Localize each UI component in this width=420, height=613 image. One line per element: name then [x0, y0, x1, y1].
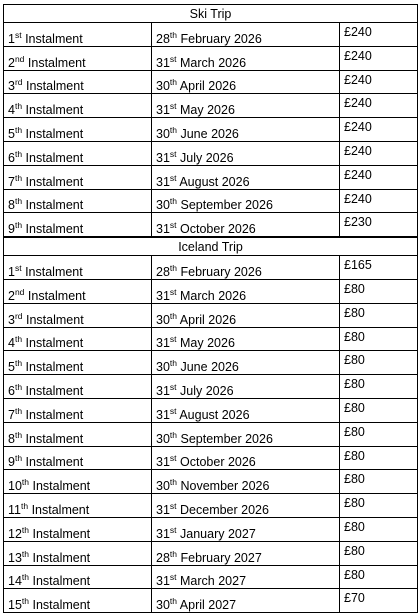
- ordinal-suffix: th: [14, 196, 23, 207]
- instalment-word: Instalment: [25, 455, 84, 470]
- instalment-number: 2: [8, 288, 15, 303]
- day-ordinal-suffix: st: [169, 381, 177, 392]
- table-row: [4, 23, 418, 47]
- instalment-number: 2: [8, 55, 15, 70]
- due-month-year: April 2026: [179, 79, 237, 94]
- due-month-year: May 2026: [180, 336, 235, 351]
- schedule-body: [4, 5, 418, 613]
- due-day: 31: [156, 336, 170, 351]
- due-date-cell: [152, 494, 340, 518]
- instalment-word: Instalment: [25, 103, 84, 118]
- amount-cell: £240: [340, 94, 418, 118]
- due-month-year: February 2026: [180, 264, 262, 279]
- due-day: 31: [156, 407, 170, 422]
- instalment-number: 5: [8, 360, 15, 375]
- instalment-number: 5: [8, 126, 15, 141]
- instalment-cell: [4, 589, 152, 613]
- day-ordinal-suffix: st: [169, 500, 177, 511]
- instalment-number: 1: [8, 264, 15, 279]
- table-row: [4, 303, 418, 327]
- due-date-cell: [152, 422, 340, 446]
- ordinal-suffix: th: [21, 524, 29, 535]
- amount-cell: £240: [340, 46, 418, 70]
- due-day: 30: [156, 198, 170, 213]
- amount-cell: £165: [340, 256, 418, 280]
- instalment-number: 3: [8, 79, 15, 94]
- table-row: [4, 470, 418, 494]
- instalment-cell: [4, 94, 152, 118]
- due-month-year: February 2026: [180, 31, 262, 46]
- instalment-cell: [4, 23, 152, 47]
- ordinal-suffix: th: [14, 172, 23, 183]
- due-month-year: July 2026: [180, 383, 234, 398]
- instalment-cell: [4, 517, 152, 541]
- amount-cell: £240: [340, 118, 418, 142]
- day-ordinal-suffix: st: [169, 334, 177, 345]
- due-day: 31: [156, 574, 170, 589]
- due-day: 31: [156, 103, 170, 118]
- ordinal-suffix: rd: [14, 77, 23, 88]
- amount-cell: £70: [340, 589, 418, 613]
- amount-cell: £240: [340, 165, 418, 189]
- day-ordinal-suffix: th: [169, 429, 177, 440]
- instalment-cell: [4, 398, 152, 422]
- due-date-cell: [152, 398, 340, 422]
- amount-cell: £240: [340, 70, 418, 94]
- due-date-cell: [152, 165, 340, 189]
- day-ordinal-suffix: st: [169, 572, 177, 583]
- instalment-number: 11: [8, 502, 21, 517]
- instalment-cell: [4, 46, 152, 70]
- ordinal-suffix: rd: [14, 310, 23, 321]
- amount-cell: £80: [340, 565, 418, 589]
- table-row: [4, 375, 418, 399]
- day-ordinal-suffix: th: [169, 29, 177, 40]
- instalment-word: Instalment: [25, 336, 84, 351]
- instalment-number: 15: [8, 598, 22, 613]
- table-row: [4, 541, 418, 565]
- ordinal-suffix: th: [14, 101, 23, 112]
- due-day: 31: [156, 455, 170, 470]
- instalment-number: 10: [8, 479, 22, 494]
- instalment-number: 1: [8, 31, 15, 46]
- section-title: Iceland Trip: [4, 237, 418, 256]
- amount-cell: £80: [340, 279, 418, 303]
- instalment-word: Instalment: [26, 312, 84, 327]
- ordinal-suffix: th: [14, 124, 23, 135]
- day-ordinal-suffix: st: [169, 286, 177, 297]
- instalment-word: Instalment: [32, 574, 91, 589]
- table-row: [4, 46, 418, 70]
- day-ordinal-suffix: th: [169, 262, 177, 273]
- due-day: 30: [156, 360, 170, 375]
- due-month-year: March 2026: [180, 288, 247, 303]
- due-day: 31: [156, 222, 170, 237]
- day-ordinal-suffix: th: [169, 310, 177, 321]
- due-day: 28: [156, 31, 170, 46]
- due-date-cell: [152, 470, 340, 494]
- instalment-number: 12: [8, 526, 22, 541]
- instalment-number: 8: [8, 431, 15, 446]
- due-date-cell: [152, 351, 340, 375]
- ordinal-suffix: th: [14, 334, 23, 345]
- amount-cell: £80: [340, 327, 418, 351]
- instalment-number: 8: [8, 198, 15, 213]
- ordinal-suffix: th: [14, 381, 23, 392]
- due-month-year: November 2026: [180, 479, 270, 494]
- due-date-cell: [152, 23, 340, 47]
- instalment-cell: [4, 327, 152, 351]
- instalment-number: 7: [8, 174, 15, 189]
- instalment-number: 4: [8, 103, 15, 118]
- instalment-cell: [4, 165, 152, 189]
- instalment-word: Instalment: [25, 383, 84, 398]
- due-month-year: June 2026: [180, 360, 239, 375]
- day-ordinal-suffix: st: [169, 220, 177, 231]
- instalment-cell: [4, 70, 152, 94]
- instalment-word: Instalment: [32, 550, 91, 565]
- day-ordinal-suffix: th: [169, 358, 177, 369]
- due-date-cell: [152, 375, 340, 399]
- day-ordinal-suffix: st: [169, 453, 177, 464]
- instalment-number: 3: [8, 312, 15, 327]
- due-day: 28: [156, 264, 170, 279]
- amount-cell: £80: [340, 422, 418, 446]
- table-row: [4, 279, 418, 303]
- due-date-cell: [152, 70, 340, 94]
- due-date-cell: [152, 213, 340, 237]
- table-row: [4, 446, 418, 470]
- ordinal-suffix: th: [14, 453, 23, 464]
- day-ordinal-suffix: st: [169, 53, 177, 64]
- instalment-word: Instalment: [32, 598, 91, 613]
- table-row: [4, 494, 418, 518]
- amount-cell: £240: [340, 23, 418, 47]
- table-row: [4, 517, 418, 541]
- due-day: 31: [156, 383, 170, 398]
- instalment-word: Instalment: [25, 264, 83, 279]
- due-day: 31: [156, 502, 170, 517]
- due-day: 30: [156, 126, 170, 141]
- day-ordinal-suffix: th: [169, 477, 177, 488]
- due-day: 30: [156, 598, 170, 613]
- due-date-cell: [152, 589, 340, 613]
- day-ordinal-suffix: st: [169, 405, 177, 416]
- section-title: Ski Trip: [4, 5, 418, 23]
- due-month-year: July 2026: [180, 150, 234, 165]
- instalment-number: 4: [8, 336, 15, 351]
- table-row: [4, 165, 418, 189]
- instalment-cell: [4, 494, 152, 518]
- instalment-word: Instalment: [25, 174, 84, 189]
- section-header-row: [4, 237, 418, 256]
- instalment-word: Instalment: [27, 55, 86, 70]
- ordinal-suffix: st: [14, 262, 22, 273]
- instalment-schedule-table: [3, 4, 418, 613]
- instalment-word: Instalment: [25, 150, 84, 165]
- amount-cell: £240: [340, 189, 418, 213]
- ordinal-suffix: th: [14, 220, 23, 231]
- instalment-cell: [4, 446, 152, 470]
- due-day: 31: [156, 526, 170, 541]
- due-month-year: June 2026: [180, 126, 239, 141]
- amount-cell: £80: [340, 398, 418, 422]
- instalment-word: Instalment: [31, 502, 90, 517]
- instalment-word: Instalment: [25, 360, 84, 375]
- day-ordinal-suffix: st: [169, 172, 177, 183]
- amount-cell: £80: [340, 494, 418, 518]
- instalment-cell: [4, 422, 152, 446]
- amount-cell: £80: [340, 446, 418, 470]
- instalment-cell: [4, 470, 152, 494]
- table-row: [4, 351, 418, 375]
- due-date-cell: [152, 141, 340, 165]
- due-month-year: October 2026: [180, 455, 256, 470]
- due-day: 30: [156, 312, 170, 327]
- instalment-word: Instalment: [25, 31, 83, 46]
- table-row: [4, 118, 418, 142]
- instalment-cell: [4, 351, 152, 375]
- instalment-cell: [4, 541, 152, 565]
- instalment-cell: [4, 213, 152, 237]
- table-row: [4, 141, 418, 165]
- ordinal-suffix: th: [14, 405, 23, 416]
- ordinal-suffix: nd: [14, 286, 25, 297]
- instalment-word: Instalment: [32, 479, 91, 494]
- instalment-cell: [4, 279, 152, 303]
- table-row: [4, 256, 418, 280]
- instalment-cell: [4, 375, 152, 399]
- instalment-cell: [4, 189, 152, 213]
- due-month-year: August 2026: [179, 407, 250, 422]
- amount-cell: £80: [340, 351, 418, 375]
- ordinal-suffix: th: [21, 477, 29, 488]
- due-month-year: August 2026: [179, 174, 250, 189]
- due-month-year: May 2026: [180, 103, 235, 118]
- table-row: [4, 70, 418, 94]
- table-row: [4, 213, 418, 237]
- due-day: 31: [156, 288, 170, 303]
- due-date-cell: [152, 94, 340, 118]
- due-date-cell: [152, 189, 340, 213]
- due-month-year: March 2026: [180, 55, 247, 70]
- instalment-cell: [4, 141, 152, 165]
- due-date-cell: [152, 327, 340, 351]
- instalment-cell: [4, 118, 152, 142]
- day-ordinal-suffix: th: [169, 77, 177, 88]
- amount-cell: £80: [340, 517, 418, 541]
- due-date-cell: [152, 517, 340, 541]
- day-ordinal-suffix: st: [169, 524, 177, 535]
- ordinal-suffix: th: [21, 596, 29, 607]
- instalment-number: 14: [8, 574, 22, 589]
- day-ordinal-suffix: th: [169, 596, 177, 607]
- instalment-word: Instalment: [25, 126, 84, 141]
- due-month-year: October 2026: [180, 222, 256, 237]
- day-ordinal-suffix: th: [169, 548, 177, 559]
- instalment-number: 7: [8, 407, 15, 422]
- instalment-number: 9: [8, 455, 15, 470]
- ordinal-suffix: th: [21, 572, 29, 583]
- due-day: 28: [156, 550, 170, 565]
- day-ordinal-suffix: st: [169, 101, 177, 112]
- instalment-word: Instalment: [27, 288, 86, 303]
- due-day: 31: [156, 174, 170, 189]
- due-day: 30: [156, 79, 170, 94]
- ordinal-suffix: th: [14, 429, 23, 440]
- due-month-year: February 2027: [180, 550, 262, 565]
- instalment-word: Instalment: [25, 431, 84, 446]
- amount-cell: £230: [340, 213, 418, 237]
- due-month-year: January 2027: [180, 526, 256, 541]
- due-month-year: September 2026: [180, 431, 273, 446]
- instalment-cell: [4, 303, 152, 327]
- table-row: [4, 422, 418, 446]
- instalment-word: Instalment: [25, 198, 84, 213]
- due-date-cell: [152, 303, 340, 327]
- due-month-year: April 2026: [179, 312, 237, 327]
- due-date-cell: [152, 541, 340, 565]
- amount-cell: £80: [340, 303, 418, 327]
- table-row: [4, 589, 418, 613]
- amount-cell: £80: [340, 541, 418, 565]
- instalment-word: Instalment: [26, 79, 84, 94]
- due-day: 30: [156, 479, 170, 494]
- instalment-word: Instalment: [25, 222, 84, 237]
- ordinal-suffix: st: [14, 29, 22, 40]
- ordinal-suffix: th: [20, 500, 29, 511]
- instalment-cell: [4, 256, 152, 280]
- instalment-number: 6: [8, 150, 15, 165]
- section-header-row: [4, 5, 418, 23]
- table-row: [4, 189, 418, 213]
- instalment-number: 9: [8, 222, 15, 237]
- ordinal-suffix: th: [21, 548, 29, 559]
- due-month-year: December 2026: [180, 502, 269, 517]
- instalment-word: Instalment: [32, 526, 91, 541]
- day-ordinal-suffix: st: [169, 148, 177, 159]
- table-row: [4, 398, 418, 422]
- ordinal-suffix: th: [14, 148, 23, 159]
- due-day: 31: [156, 55, 170, 70]
- due-month-year: April 2027: [179, 598, 237, 613]
- due-date-cell: [152, 46, 340, 70]
- ordinal-suffix: th: [14, 358, 23, 369]
- due-day: 30: [156, 431, 170, 446]
- instalment-word: Instalment: [25, 407, 84, 422]
- day-ordinal-suffix: th: [169, 196, 177, 207]
- due-month-year: March 2027: [180, 574, 247, 589]
- amount-cell: £240: [340, 141, 418, 165]
- due-month-year: September 2026: [180, 198, 273, 213]
- due-date-cell: [152, 118, 340, 142]
- due-date-cell: [152, 279, 340, 303]
- day-ordinal-suffix: th: [169, 124, 177, 135]
- table-row: [4, 327, 418, 351]
- instalment-number: 6: [8, 383, 15, 398]
- instalment-number: 13: [8, 550, 22, 565]
- ordinal-suffix: nd: [14, 53, 25, 64]
- due-date-cell: [152, 446, 340, 470]
- due-date-cell: [152, 256, 340, 280]
- amount-cell: £80: [340, 375, 418, 399]
- amount-cell: £80: [340, 470, 418, 494]
- table-row: [4, 94, 418, 118]
- due-day: 31: [156, 150, 170, 165]
